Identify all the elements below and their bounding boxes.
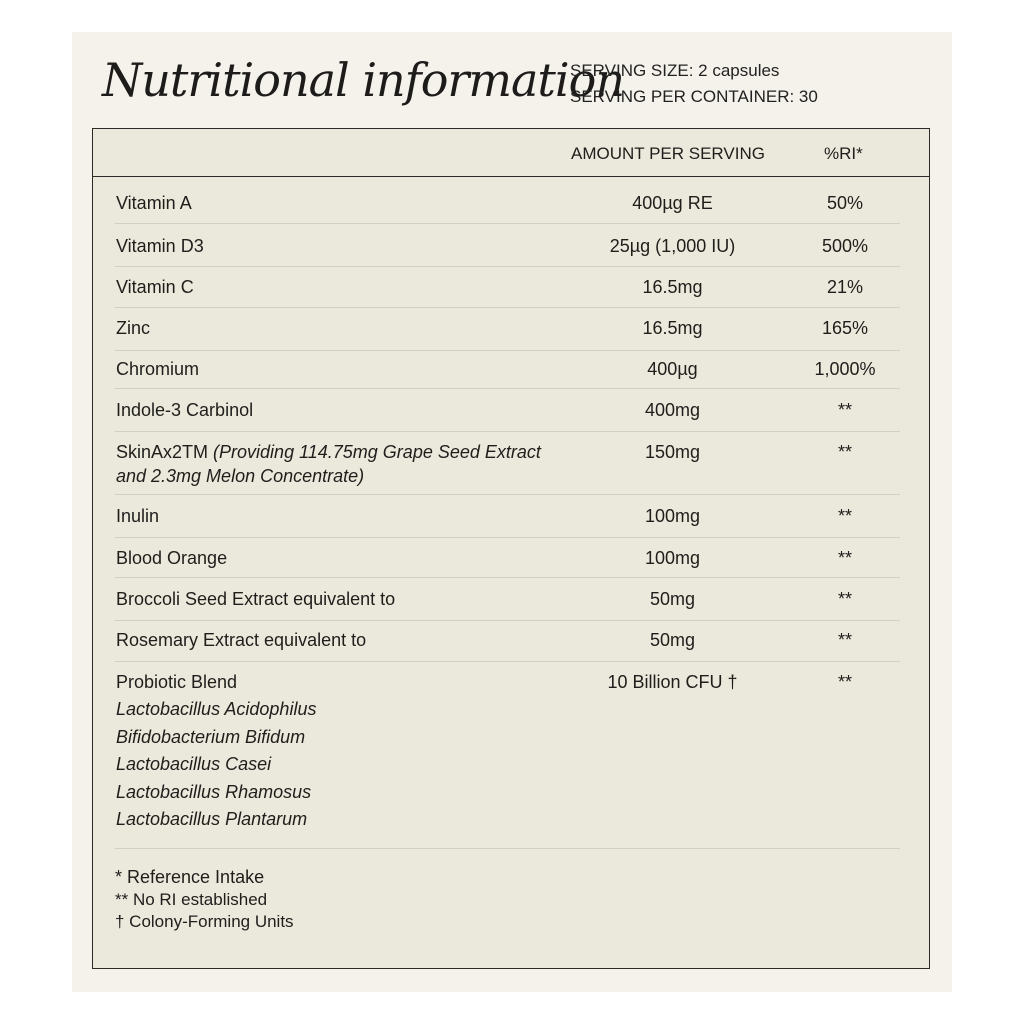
nutrient-amount: 100mg <box>644 506 701 526</box>
nutrient-name: Vitamin A <box>116 193 192 213</box>
header-reference-intake: %RI* <box>824 144 863 163</box>
nutrient-name-detail: (Providing 114.75mg Grape Seed Extract and 2.3mg Melon Concentrate) <box>116 442 541 486</box>
nutrient-amount: 150mg <box>644 442 701 462</box>
table-row <box>115 495 900 538</box>
nutrient-ri: 500% <box>821 236 869 256</box>
table-row <box>115 432 900 495</box>
nutrient-amount: 16.5mg <box>642 318 703 338</box>
nutrient-amount: 16.5mg <box>642 277 703 297</box>
nutrient-ri: ** <box>837 589 852 609</box>
table-row <box>115 177 900 224</box>
nutrient-amount: 400µg <box>647 359 698 379</box>
table-row <box>115 389 900 432</box>
nutrient-ri: 21% <box>826 277 864 297</box>
table-row <box>115 621 900 662</box>
table-row <box>115 662 900 849</box>
footnotes <box>115 865 294 933</box>
nutrient-ri: ** <box>837 672 852 692</box>
table-row <box>115 308 900 351</box>
table-row <box>115 351 900 389</box>
nutrient-name: SkinAx2TM <box>116 442 209 462</box>
probiotic-strain: Lactobacillus Rhamosus <box>116 781 312 802</box>
nutrient-ri: ** <box>837 442 852 462</box>
table-row <box>115 224 900 267</box>
serving-info <box>570 58 818 110</box>
footnote-reference-intake: * Reference Intake <box>115 867 265 887</box>
table-row <box>115 578 900 621</box>
nutrient-name: Vitamin D3 <box>116 236 204 256</box>
footnote-no-ri: ** No RI established <box>115 890 268 909</box>
nutrient-name: Chromium <box>116 359 200 379</box>
nutrient-ri: 1,000% <box>814 359 876 379</box>
nutrient-amount: 25µg (1,000 IU) <box>609 236 736 256</box>
nutrient-ri: 50% <box>826 193 864 213</box>
table-row <box>115 267 900 308</box>
nutrient-name: Indole-3 Carbinol <box>116 400 254 420</box>
nutrient-name: Probiotic Blend <box>116 672 238 692</box>
nutrient-name: Vitamin C <box>116 277 194 297</box>
probiotic-strain: Lactobacillus Casei <box>116 754 272 774</box>
nutrient-name-cell <box>116 440 546 488</box>
probiotic-strain: Bifidobacterium Bifidum <box>116 726 306 747</box>
nutrient-ri: ** <box>837 630 852 650</box>
table-body <box>115 177 900 849</box>
nutrient-ri: ** <box>837 400 852 420</box>
probiotic-name-cell <box>116 669 546 834</box>
nutrient-name: Rosemary Extract equivalent to <box>116 630 367 650</box>
probiotic-strain: Lactobacillus Plantarum <box>116 809 308 829</box>
probiotic-strain: Lactobacillus Acidophilus <box>116 699 317 719</box>
nutrient-ri: ** <box>837 506 852 526</box>
nutrient-amount: 10 Billion CFU † <box>607 672 738 692</box>
header-amount-per-serving: AMOUNT PER SERVING <box>571 144 765 163</box>
nutrient-amount: 400mg <box>644 400 701 420</box>
table-row <box>115 538 900 578</box>
nutrient-amount: 50mg <box>649 630 696 650</box>
nutrient-name: Blood Orange <box>116 548 228 568</box>
nutrient-ri: ** <box>837 548 852 568</box>
serving-size: SERVING SIZE: 2 capsules <box>570 61 780 80</box>
nutrient-name: Broccoli Seed Extract equivalent to <box>116 589 396 609</box>
servings-per-container: SERVING PER CONTAINER: 30 <box>570 87 818 106</box>
nutrition-table <box>92 128 930 969</box>
nutrient-amount: 400µg RE <box>632 193 713 213</box>
page-title: Nutritional information <box>102 53 624 107</box>
footnote-cfu: † Colony-Forming Units <box>115 912 294 931</box>
table-header <box>93 129 929 177</box>
nutrient-amount: 50mg <box>649 589 696 609</box>
nutrient-ri: 165% <box>821 318 869 338</box>
nutrient-name: Zinc <box>116 318 151 338</box>
nutrient-amount: 100mg <box>644 548 701 568</box>
nutrient-name: Inulin <box>116 506 160 526</box>
